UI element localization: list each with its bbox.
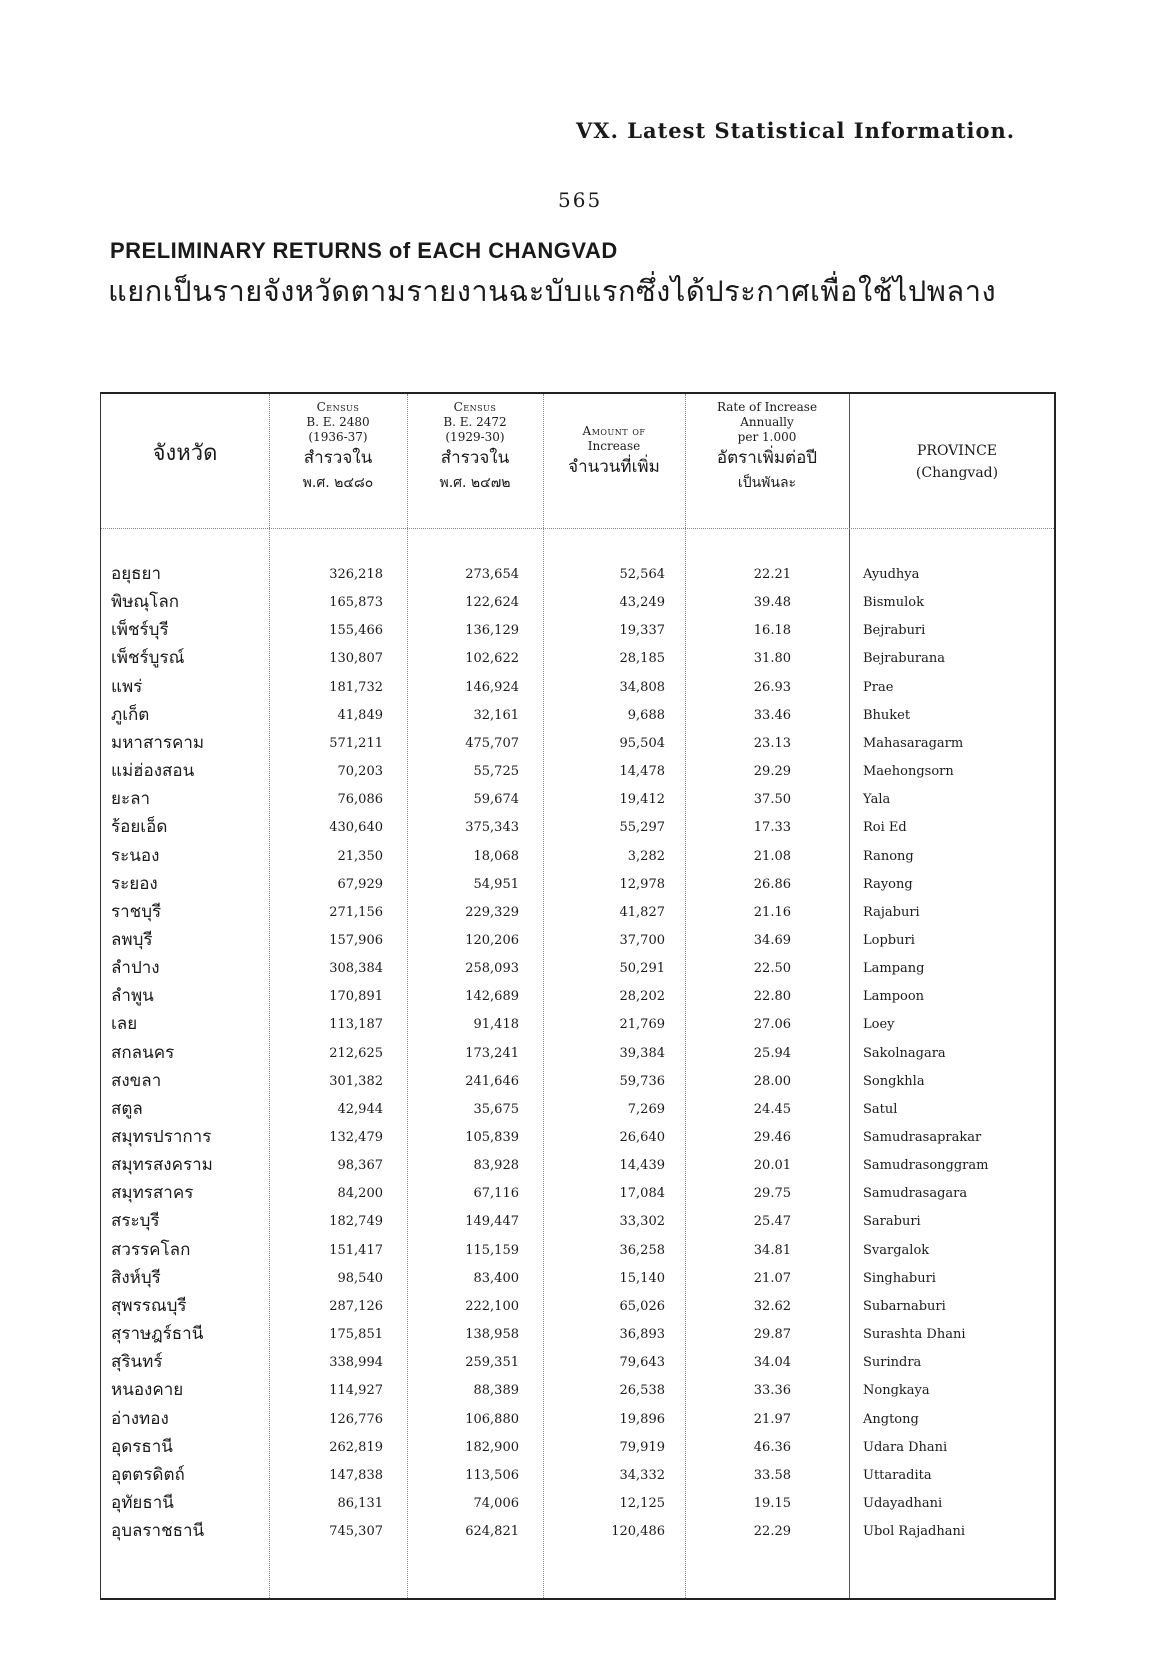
rate-value: 29.29 <box>753 764 791 780</box>
province-name: Mahasaragarm <box>863 735 964 751</box>
rate-value: 34.81 <box>753 1242 791 1258</box>
table-row <box>101 1348 1054 1377</box>
census-2480-value: 157,906 <box>329 932 383 948</box>
title-english: PRELIMINARY RETURNS of EACH CHANGVAD <box>110 238 618 263</box>
census-2472-value: 624,821 <box>465 1524 519 1540</box>
increase-value: 26,538 <box>619 1383 665 1399</box>
census-2480-value: 70,203 <box>337 764 383 780</box>
rate-value: 21.16 <box>753 904 791 920</box>
running-head: VX. Latest Statistical Information. <box>576 118 1016 143</box>
rate-value: 22.50 <box>753 961 791 977</box>
rate-value: 37.50 <box>753 792 791 808</box>
changvad-thai: สิงห์บุรี <box>111 1267 161 1288</box>
table-row <box>101 729 1054 758</box>
increase-value: 39,384 <box>619 1045 665 1061</box>
census-2472-value: 83,400 <box>473 1270 519 1286</box>
rate-value: 46.36 <box>753 1439 791 1455</box>
table-row <box>101 870 1054 899</box>
province-name: Bejraburi <box>863 623 926 639</box>
rate-value: 20.01 <box>753 1158 791 1174</box>
rate-value: 19.15 <box>753 1495 791 1511</box>
increase-value: 36,893 <box>619 1327 665 1343</box>
rate-value: 22.80 <box>753 989 791 1005</box>
table-row <box>101 954 1054 983</box>
province-name: Lampoon <box>863 989 925 1005</box>
table-row <box>101 842 1054 871</box>
census-2480-value: 76,086 <box>337 792 383 808</box>
census-2480-value: 182,749 <box>329 1214 383 1230</box>
changvad-thai: พิษณุโลก <box>111 592 180 613</box>
province-name: Sakolnagara <box>863 1045 946 1061</box>
increase-value: 19,896 <box>619 1411 665 1427</box>
census-2472-value: 106,880 <box>465 1411 519 1427</box>
header-census-2472-thai: สำรวจใน <box>440 448 510 468</box>
census-2480-value: 98,540 <box>337 1270 383 1286</box>
increase-value: 33,302 <box>619 1214 665 1230</box>
census-2480-value: 86,131 <box>337 1495 383 1511</box>
census-2472-value: 32,161 <box>473 707 519 723</box>
census-2472-value: 54,951 <box>473 876 519 892</box>
increase-value: 55,297 <box>619 820 665 836</box>
census-2472-value: 83,928 <box>473 1158 519 1174</box>
census-2480-value: 132,479 <box>329 1130 383 1145</box>
changvad-thai: ยะลา <box>111 789 151 810</box>
increase-value: 26,640 <box>619 1130 665 1145</box>
changvad-thai: ลพบุรี <box>111 929 153 950</box>
census-2480-value: 430,640 <box>329 820 383 836</box>
province-name: Svargalok <box>863 1242 930 1258</box>
changvad-thai: สมุทรปราการ <box>111 1127 212 1147</box>
table-row <box>101 701 1054 730</box>
rate-value: 27.06 <box>753 1017 791 1033</box>
changvad-thai: ระยอง <box>111 873 158 894</box>
census-2472-value: 18,068 <box>473 848 519 864</box>
changvad-thai: เลย <box>111 1014 138 1035</box>
rate-value: 26.86 <box>753 876 791 892</box>
census-2480-value: 98,367 <box>337 1158 383 1174</box>
census-2480-value: 326,218 <box>329 567 383 582</box>
province-name: Ranong <box>863 848 914 864</box>
rate-value: 24.45 <box>753 1101 791 1117</box>
header-census-2472-year: B. E. 2472 <box>443 415 507 429</box>
title-thai: แยกเป็นรายจังหวัดตามรายงานฉะบับแรกซึ่งได้ประกาศเพื่อใช้ไปพลาง <box>108 274 997 308</box>
rate-value: 17.33 <box>753 820 791 836</box>
increase-value: 95,504 <box>619 735 665 751</box>
province-name: Bhuket <box>863 707 911 723</box>
census-2480-value: 155,466 <box>329 623 383 639</box>
changvad-thai: ราชบุรี <box>111 901 162 922</box>
census-2472-value: 122,624 <box>465 595 519 611</box>
province-name: Maehongsorn <box>863 764 954 780</box>
census-2472-value: 146,924 <box>465 679 519 695</box>
census-2472-value: 74,006 <box>473 1495 519 1511</box>
province-name: Saraburi <box>863 1214 921 1230</box>
increase-value: 65,026 <box>619 1298 665 1314</box>
census-2472-value: 55,725 <box>473 764 519 780</box>
changvad-thai: แม่ฮ่องสอน <box>111 761 195 782</box>
increase-value: 28,202 <box>619 989 665 1005</box>
table-row <box>101 1292 1054 1321</box>
changvad-thai: อ่างทอง <box>111 1408 169 1429</box>
table-row <box>101 560 1054 589</box>
census-2480-value: 84,200 <box>337 1186 383 1202</box>
rate-value: 39.48 <box>753 595 791 611</box>
increase-value: 34,808 <box>619 679 665 695</box>
census-2472-value: 173,241 <box>465 1045 519 1061</box>
province-name: Loey <box>863 1017 895 1033</box>
census-2480-value: 170,891 <box>329 989 383 1005</box>
table-row <box>101 673 1054 702</box>
table-row <box>101 757 1054 786</box>
header-census-2480-thai-year: พ.ศ. ๒๔๘๐ <box>302 475 374 491</box>
rate-value: 33.58 <box>753 1467 791 1483</box>
header-increase-thai: จำนวนที่เพิ่ม <box>568 457 660 477</box>
changvad-thai: อุทัยธานี <box>111 1492 174 1513</box>
rate-value: 28.00 <box>753 1073 791 1089</box>
table-row <box>101 1405 1054 1434</box>
rate-value: 29.75 <box>753 1186 791 1202</box>
table-row <box>101 644 1054 673</box>
province-name: Subarnaburi <box>863 1298 946 1314</box>
table-row <box>101 785 1054 814</box>
table-row <box>101 1179 1054 1208</box>
census-2480-value: 165,873 <box>329 595 383 611</box>
header-divider <box>101 528 1054 529</box>
census-2480-value: 301,382 <box>329 1073 383 1089</box>
census-2472-value: 59,674 <box>473 792 519 808</box>
increase-value: 19,412 <box>619 792 665 808</box>
increase-value: 7,269 <box>627 1101 665 1117</box>
census-2480-value: 308,384 <box>329 961 383 977</box>
rate-value: 34.69 <box>753 932 791 948</box>
changvad-thai: หนองคาย <box>111 1380 184 1401</box>
header-changvad: จังหวัด <box>152 441 218 466</box>
census-2480-value: 67,929 <box>337 876 383 892</box>
province-name: Songkhla <box>863 1073 925 1089</box>
census-2480-value: 126,776 <box>329 1411 383 1427</box>
province-name: Angtong <box>863 1411 919 1427</box>
rate-value: 22.21 <box>753 567 791 582</box>
header-census-2472-years: (1929-30) <box>445 430 505 444</box>
rate-value: 21.08 <box>753 848 791 864</box>
header-rate-label-3: per 1.000 <box>737 430 797 444</box>
census-2480-value: 130,807 <box>329 651 383 667</box>
table-row <box>101 1207 1054 1236</box>
census-2480-value: 175,851 <box>329 1327 383 1343</box>
census-2472-value: 149,447 <box>465 1214 519 1230</box>
header-census-2472-thai-year: พ.ศ. ๒๔๗๒ <box>439 475 511 491</box>
table-row <box>101 898 1054 927</box>
header-census-2480 <box>269 400 407 495</box>
changvad-thai: สมุทรสงคราม <box>111 1155 213 1176</box>
census-2472-value: 375,343 <box>465 820 519 836</box>
increase-value: 21,769 <box>619 1017 665 1033</box>
table-row <box>101 1123 1054 1152</box>
header-census-2472 <box>407 400 543 495</box>
header-province <box>859 440 1055 484</box>
header-census-2472-label: Census <box>453 400 497 414</box>
table-row <box>101 1039 1054 1068</box>
table-row <box>101 1433 1054 1462</box>
census-2480-value: 745,307 <box>329 1524 383 1540</box>
header-rate-thai: อัตราเพิ่มต่อปี <box>716 448 818 468</box>
census-2472-value: 258,093 <box>465 961 519 977</box>
header-increase-label: Amount of <box>582 424 646 438</box>
census-2472-value: 182,900 <box>465 1439 519 1455</box>
changvad-thai: ระนอง <box>111 845 160 866</box>
header-census-2480-years: (1936-37) <box>308 430 368 444</box>
table-row <box>101 1236 1054 1265</box>
increase-value: 9,688 <box>627 707 665 723</box>
province-name: Satul <box>863 1101 898 1117</box>
increase-value: 59,736 <box>619 1073 665 1089</box>
header-increase <box>543 424 685 480</box>
header-rate-label: Rate of Increase <box>716 400 818 414</box>
changvad-thai: สุราษฎร์ธานี <box>111 1324 204 1345</box>
census-2472-value: 241,646 <box>465 1073 519 1089</box>
increase-value: 41,827 <box>619 904 665 920</box>
increase-value: 50,291 <box>619 961 665 977</box>
changvad-thai: สุพรรณบุรี <box>111 1295 187 1316</box>
province-name: Uttaradita <box>863 1467 932 1483</box>
census-2472-value: 273,654 <box>465 567 519 582</box>
province-name: Samudrasaprakar <box>863 1130 982 1145</box>
changvad-thai: อยุธยา <box>111 564 162 584</box>
census-2472-value: 35,675 <box>473 1101 519 1117</box>
census-2472-value: 222,100 <box>465 1298 519 1314</box>
census-2480-value: 212,625 <box>329 1045 383 1061</box>
rate-value: 33.36 <box>753 1383 791 1399</box>
increase-value: 37,700 <box>619 932 665 948</box>
province-name: Samudrasagara <box>863 1186 968 1202</box>
census-2480-value: 147,838 <box>329 1467 383 1483</box>
changvad-thai: แพร่ <box>111 676 143 697</box>
changvad-thai: ร้อยเอ็ด <box>111 817 168 838</box>
increase-value: 120,486 <box>611 1524 665 1540</box>
rate-value: 22.29 <box>753 1524 791 1540</box>
rate-value: 29.46 <box>753 1130 791 1145</box>
census-2472-value: 136,129 <box>465 623 519 639</box>
changvad-thai: มหาสารคาม <box>111 732 205 753</box>
province-name: Samudrasonggram <box>863 1158 989 1174</box>
rate-value: 31.80 <box>753 651 791 667</box>
increase-value: 36,258 <box>619 1242 665 1258</box>
census-2472-value: 91,418 <box>473 1017 519 1033</box>
table-row <box>101 1095 1054 1124</box>
table-row <box>101 1517 1054 1546</box>
header-census-2480-year: B. E. 2480 <box>306 415 370 429</box>
increase-value: 14,439 <box>619 1158 665 1174</box>
table-row <box>101 926 1054 955</box>
changvad-thai: อุดรธานี <box>111 1436 173 1457</box>
increase-value: 3,282 <box>627 848 665 864</box>
province-name: Udayadhani <box>863 1495 943 1511</box>
rate-value: 25.47 <box>753 1214 791 1230</box>
changvad-thai: สุรินทร์ <box>111 1352 163 1373</box>
province-name: Lopburi <box>863 932 915 948</box>
census-2480-value: 338,994 <box>329 1355 383 1371</box>
rate-value: 26.93 <box>753 679 791 695</box>
census-2472-value: 88,389 <box>473 1383 519 1399</box>
changvad-thai: สมุทรสาคร <box>111 1183 194 1204</box>
province-name: Ayudhya <box>863 567 920 582</box>
changvad-thai: สตูล <box>111 1098 143 1119</box>
census-2472-value: 475,707 <box>465 735 519 751</box>
rate-value: 21.97 <box>753 1411 791 1427</box>
table-row <box>101 1264 1054 1293</box>
census-2480-value: 271,156 <box>329 904 383 920</box>
census-2480-value: 21,350 <box>337 848 383 864</box>
changvad-thai: สวรรคโลก <box>111 1239 191 1260</box>
increase-value: 28,185 <box>619 651 665 667</box>
changvad-thai: สกลนคร <box>111 1042 175 1063</box>
rate-value: 16.18 <box>753 623 791 639</box>
table-row <box>101 1010 1054 1039</box>
census-2472-value: 67,116 <box>473 1186 519 1202</box>
table-row <box>101 982 1054 1011</box>
province-name: Bejraburana <box>863 651 946 667</box>
table-row <box>101 616 1054 645</box>
rate-value: 32.62 <box>753 1298 791 1314</box>
province-name: Ubol Rajadhani <box>863 1524 965 1540</box>
census-2480-value: 42,944 <box>337 1101 383 1117</box>
census-2472-value: 259,351 <box>465 1355 519 1371</box>
province-name: Prae <box>863 679 894 695</box>
header-province-sub: (Changvad) <box>915 465 999 481</box>
changvad-thai: อุบลราชธานี <box>111 1521 205 1542</box>
province-name: Yala <box>863 792 891 808</box>
census-2472-value: 120,206 <box>465 932 519 948</box>
header-increase-label-2: Increase <box>587 439 641 453</box>
statistics-table <box>100 392 1056 1600</box>
increase-value: 12,125 <box>619 1495 665 1511</box>
census-2480-value: 287,126 <box>329 1298 383 1314</box>
increase-value: 12,978 <box>619 876 665 892</box>
changvad-thai: เพ็ชร์บุรี <box>111 620 169 641</box>
header-rate <box>685 400 849 495</box>
increase-value: 17,084 <box>619 1186 665 1202</box>
changvad-thai: อุตตรดิตถ์ <box>111 1464 185 1485</box>
province-name: Surashta Dhani <box>863 1327 966 1343</box>
header-census-2480-label: Census <box>316 400 360 414</box>
increase-value: 14,478 <box>619 764 665 780</box>
table-row <box>101 1151 1054 1180</box>
header-rate-thai-2: เป็นพันละ <box>737 475 797 491</box>
census-2472-value: 105,839 <box>465 1130 519 1145</box>
table-row <box>101 1376 1054 1405</box>
rate-value: 21.07 <box>753 1270 791 1286</box>
table-row <box>101 1320 1054 1349</box>
province-name: Udara Dhani <box>863 1439 948 1455</box>
province-name: Rajaburi <box>863 904 920 920</box>
rate-value: 23.13 <box>753 735 791 751</box>
table-row <box>101 813 1054 842</box>
rate-value: 25.94 <box>753 1045 791 1061</box>
census-2480-value: 113,187 <box>329 1017 383 1033</box>
header-province-label: PROVINCE <box>916 443 997 459</box>
table-row <box>101 1461 1054 1490</box>
rate-value: 34.04 <box>753 1355 791 1371</box>
census-2480-value: 262,819 <box>329 1439 383 1455</box>
increase-value: 19,337 <box>619 623 665 639</box>
table-row <box>101 1067 1054 1096</box>
increase-value: 34,332 <box>619 1467 665 1483</box>
increase-value: 43,249 <box>619 595 665 611</box>
increase-value: 52,564 <box>619 567 665 582</box>
table-row <box>101 1489 1054 1518</box>
province-name: Roi Ed <box>863 820 907 836</box>
rate-value: 29.87 <box>753 1327 791 1343</box>
province-name: Nongkaya <box>863 1383 930 1399</box>
census-2472-value: 115,159 <box>465 1242 519 1258</box>
province-name: Rayong <box>863 876 913 892</box>
census-2480-value: 41,849 <box>337 707 383 723</box>
census-2480-value: 151,417 <box>329 1242 383 1258</box>
census-2480-value: 181,732 <box>329 679 383 695</box>
changvad-thai: เพ็ชร์บูรณ์ <box>111 648 185 669</box>
census-2480-value: 571,211 <box>329 735 383 751</box>
province-name: Surindra <box>863 1355 922 1371</box>
census-2472-value: 113,506 <box>465 1467 519 1483</box>
census-2472-value: 102,622 <box>465 651 519 667</box>
changvad-thai: ภูเก็ต <box>111 704 150 725</box>
changvad-thai: สงขลา <box>111 1070 162 1091</box>
census-2472-value: 229,329 <box>465 904 519 920</box>
header-census-2480-thai: สำรวจใน <box>303 448 373 468</box>
census-2472-value: 138,958 <box>465 1327 519 1343</box>
changvad-thai: ลำพูน <box>111 986 154 1007</box>
province-name: Bismulok <box>863 595 924 611</box>
increase-value: 79,919 <box>619 1439 665 1455</box>
header-rate-label-2: Annually <box>740 415 794 429</box>
page-number: 565 <box>558 188 603 212</box>
province-name: Lampang <box>863 961 925 977</box>
increase-value: 15,140 <box>619 1270 665 1286</box>
rate-value: 33.46 <box>753 707 791 723</box>
census-2472-value: 142,689 <box>465 989 519 1005</box>
changvad-thai: สระบุรี <box>111 1211 160 1232</box>
province-name: Singhaburi <box>863 1270 936 1286</box>
increase-value: 79,643 <box>619 1355 665 1371</box>
table-row <box>101 588 1054 617</box>
census-2480-value: 114,927 <box>329 1383 383 1399</box>
changvad-thai: ลำปาง <box>111 958 160 979</box>
